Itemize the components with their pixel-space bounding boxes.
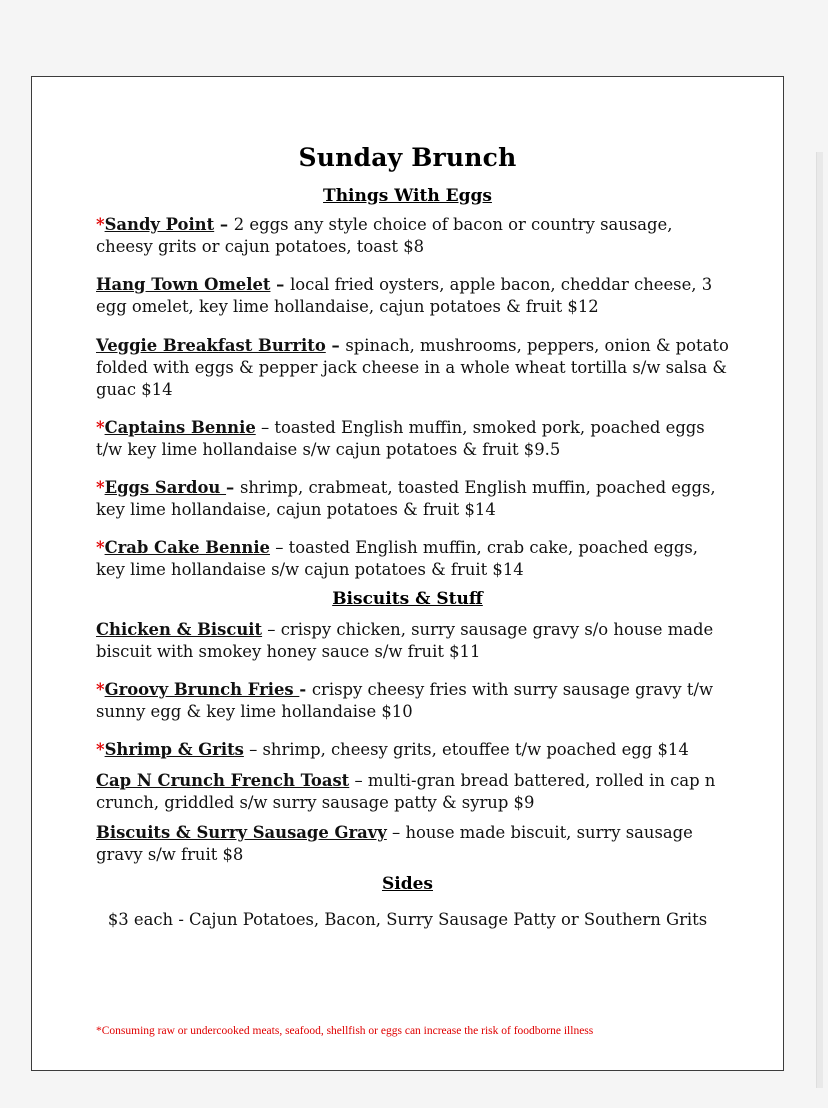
item-name: Eggs Sardou bbox=[104, 478, 227, 497]
item-separator: – bbox=[325, 336, 346, 355]
menu-page bbox=[31, 76, 784, 1071]
menu-item-chicken-biscuit bbox=[96, 619, 732, 663]
item-name: Cap N Crunch French Toast bbox=[96, 771, 350, 790]
item-name: Chicken & Biscuit bbox=[96, 620, 263, 639]
item-name: Crab Cake Bennie bbox=[104, 538, 270, 557]
raw-warning-marker: * bbox=[96, 215, 105, 234]
item-description: toasted English muffin, crab cake, poached eggs, key lime hollandaise s/w cajun potatoes & fruit $14 bbox=[96, 538, 698, 579]
item-separator: – bbox=[269, 538, 289, 557]
raw-warning-marker: * bbox=[96, 418, 105, 437]
section-heading-eggs: Things With Eggs bbox=[323, 186, 492, 206]
menu-item-shrimp-grits bbox=[96, 739, 732, 761]
item-name: Hang Town Omelet bbox=[96, 275, 271, 294]
item-name: Captains Bennie bbox=[104, 418, 256, 437]
menu-item-captains-bennie bbox=[96, 417, 732, 461]
menu-item-eggs-sardou bbox=[96, 477, 732, 521]
item-description: local fried oysters, apple bacon, cheddar cheese, 3 egg omelet, key lime hollandaise, cajun potatoes & fruit $12 bbox=[96, 275, 713, 316]
menu-item-sandy-point bbox=[96, 214, 732, 258]
scrollbar[interactable] bbox=[816, 152, 823, 1088]
raw-warning-marker: * bbox=[96, 478, 105, 497]
menu-item-crab-cake-bennie bbox=[96, 537, 732, 581]
item-description: crispy chicken, surry sausage gravy s/o house made biscuit with smokey honey sauce s/w fruit $11 bbox=[96, 620, 714, 661]
menu-item-biscuits-gravy bbox=[96, 822, 732, 866]
item-description: house made biscuit, surry sausage gravy s/w fruit $8 bbox=[96, 823, 693, 864]
menu-title: Sunday Brunch bbox=[298, 143, 517, 172]
item-name: Veggie Breakfast Burrito bbox=[96, 336, 326, 355]
item-name: Sandy Point bbox=[104, 215, 215, 234]
item-separator: – bbox=[243, 740, 263, 759]
item-separator: – bbox=[255, 418, 275, 437]
raw-warning-marker: * bbox=[96, 538, 105, 557]
sides-list: $3 each - Cajun Potatoes, Bacon, Surry Sausage Patty or Southern Grits bbox=[107, 910, 708, 929]
raw-food-disclaimer: *Consuming raw or undercooked meats, seafood, shellfish or eggs can increase the risk of foodborne illness bbox=[96, 1025, 594, 1037]
item-description: spinach, mushrooms, peppers, onion & potato folded with eggs & pepper jack cheese in a whole wheat tortilla s/w salsa & guac $14 bbox=[96, 336, 729, 399]
item-description: toasted English muffin, smoked pork, poached eggs t/w key lime hollandaise s/w cajun potatoes & fruit $9.5 bbox=[96, 418, 705, 459]
item-separator: – bbox=[214, 215, 234, 234]
menu-item-veggie-burrito bbox=[96, 335, 732, 401]
menu-item-groovy-brunch-fries bbox=[96, 679, 732, 723]
item-description: multi-gran bread battered, rolled in cap n crunch, griddled s/w surry sausage patty & syrup $9 bbox=[96, 771, 716, 812]
item-separator: – bbox=[386, 823, 406, 842]
raw-warning-marker: * bbox=[96, 740, 105, 759]
menu-item-cap-n-crunch bbox=[96, 770, 732, 814]
item-description: crispy cheesy fries with surry sausage gravy t/w sunny egg & key lime hollandaise $10 bbox=[96, 680, 713, 721]
section-heading-sides: Sides bbox=[381, 874, 433, 894]
item-description: 2 eggs any style choice of bacon or country sausage, cheesy grits or cajun potatoes, toast $8 bbox=[96, 215, 673, 256]
raw-warning-marker: * bbox=[96, 680, 105, 699]
item-separator: – bbox=[262, 620, 281, 639]
item-name: Biscuits & Surry Sausage Gravy bbox=[96, 823, 387, 842]
item-separator: – bbox=[349, 771, 368, 790]
item-separator: – bbox=[226, 478, 240, 497]
menu-item-hang-town-omelet bbox=[96, 274, 732, 318]
item-description: shrimp, cheesy grits, etouffee t/w poached egg $14 bbox=[262, 740, 689, 759]
item-name: Groovy Brunch Fries bbox=[104, 680, 300, 699]
item-name: Shrimp & Grits bbox=[104, 740, 244, 759]
item-description: shrimp, crabmeat, toasted English muffin, poached eggs, key lime hollandaise, cajun potatoes & fruit $14 bbox=[96, 478, 716, 519]
item-separator: - bbox=[299, 680, 312, 699]
item-separator: – bbox=[270, 275, 291, 294]
section-heading-biscuits: Biscuits & Stuff bbox=[332, 589, 483, 609]
